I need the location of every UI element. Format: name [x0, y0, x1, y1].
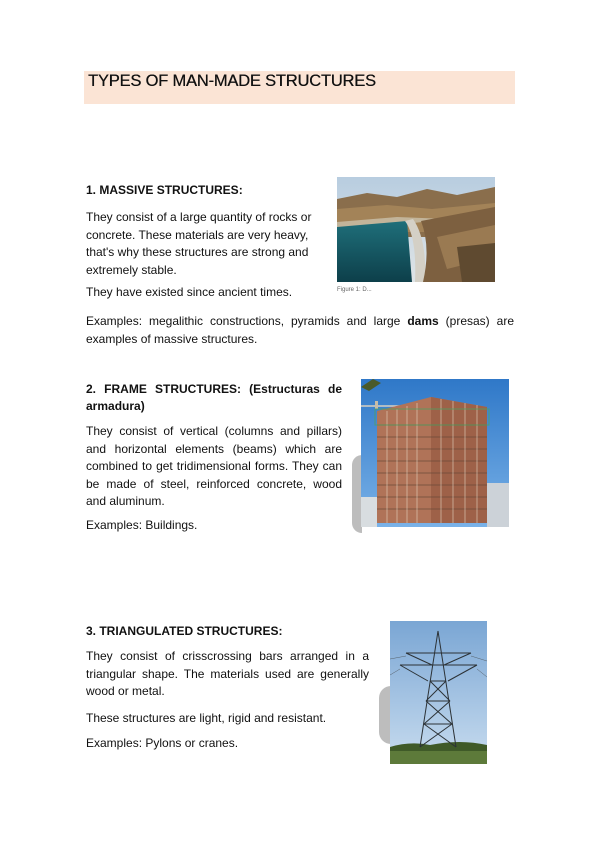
building-photo [361, 379, 509, 527]
dam-caption: Figure 1: D... [337, 287, 372, 293]
massive-examples [86, 313, 514, 348]
pylon-photo [390, 621, 487, 764]
massive-history: They have existed since ancient times. [86, 285, 293, 299]
massive-paragraph: They consist of a large quantity of rocks or concrete. These materials are very heavy, that's why these structures are strong and extremely stable. [86, 210, 312, 277]
frame-examples: Examples: Buildings. [86, 518, 198, 532]
page-title: TYPES OF MAN-MADE STRUCTURES [88, 72, 376, 90]
triangulated-properties: These structures are light, rigid and resistant. [86, 711, 327, 725]
massive-examples-bold: dams [407, 314, 439, 328]
massive-examples-text-b: (presas) are examples of massive structures. [86, 314, 514, 346]
frame-paragraph: They consist of vertical (columns and pillars) and horizontal elements (beams) which are combined to get tridimensional forms. They can be made of steel, reinforced concrete, wood and aluminum. [86, 424, 342, 508]
massive-heading: 1. MASSIVE STRUCTURES: [86, 183, 243, 197]
dam-photo [337, 177, 495, 282]
triangulated-paragraph: They consist of crisscrossing bars arranged in a triangular shape. The materials used are generally wood or metal. [86, 649, 369, 698]
triangulated-examples: Examples: Pylons or cranes. [86, 736, 239, 750]
frame-heading: 2. FRAME STRUCTURES: (Estructuras de armadura) [86, 382, 342, 413]
massive-examples-text-a: Examples: megalithic constructions, pyramids and large [86, 314, 408, 328]
triangulated-heading: 3. TRIANGULATED STRUCTURES: [86, 624, 283, 638]
